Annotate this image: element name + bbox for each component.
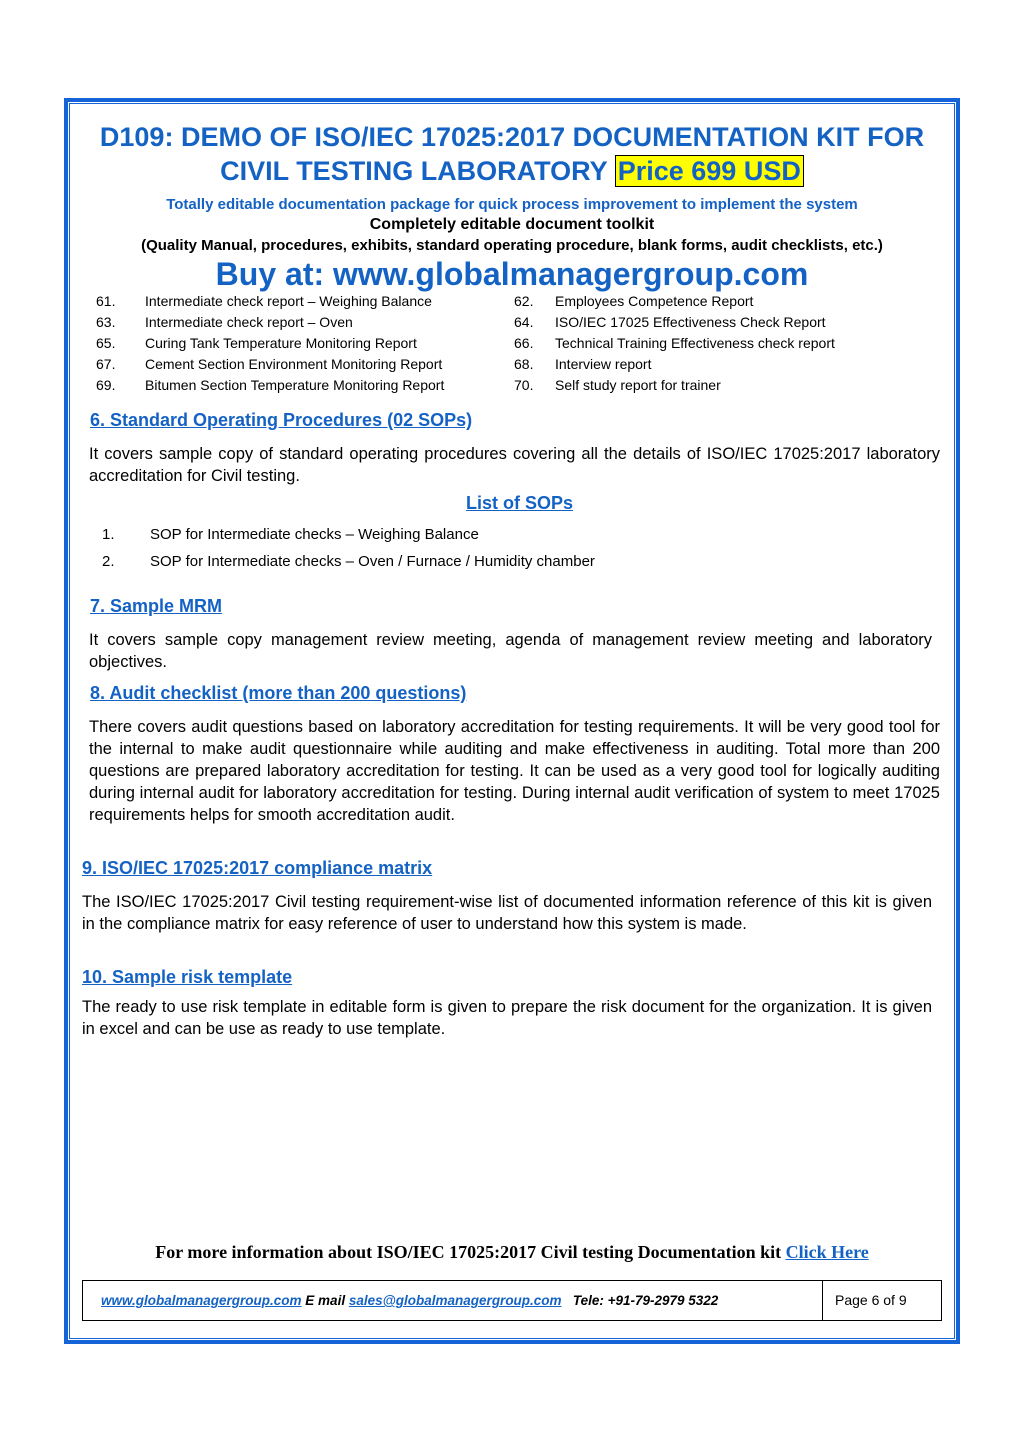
subtitle: Completely editable document toolkit	[369, 216, 655, 233]
list-item-text: Bitumen Section Temperature Monitoring Report	[145, 377, 445, 393]
list-item	[96, 314, 886, 335]
list-item	[96, 293, 886, 314]
price-badge: Price 699 USD	[615, 155, 804, 187]
kit-contents: (Quality Manual, procedures, exhibits, standard operating procedure, blank forms, audit checklists, etc.)	[141, 237, 883, 254]
footer-contact	[83, 1281, 823, 1320]
list-item-text: SOP for Intermediate checks – Weighing Balance	[150, 526, 479, 543]
buy-link[interactable]: Buy at: www.globalmanagergroup.com	[215, 256, 809, 292]
click-here-link[interactable]: Click Here	[785, 1242, 869, 1262]
document-title	[80, 120, 944, 188]
title-line-2	[80, 154, 944, 188]
title-line-2-text: CIVIL TESTING LABORATORY	[220, 156, 608, 186]
section-text-matrix: The ISO/IEC 17025:2017 Civil testing requirement-wise list of documented information reference of this kit is given in the compliance matrix for easy reference of user to understand how this system is made.	[82, 893, 932, 933]
list-of-sops-heading[interactable]: List of SOPs	[466, 493, 574, 513]
section-text-mrm: It covers sample copy management review meeting, agenda of management review meeting and laboratory objectives.	[89, 631, 932, 671]
section-heading-matrix[interactable]: 9. ISO/IEC 17025:2017 compliance matrix	[82, 858, 433, 878]
tagline: Totally editable documentation package for quick process improvement to implement the system	[166, 196, 858, 213]
list-item-text: Intermediate check report – Oven	[145, 314, 353, 330]
footer	[82, 1280, 942, 1321]
list-item-number: 62.	[514, 293, 534, 309]
section-text-audit: There covers audit questions based on laboratory accreditation for testing requirements. It will be very good tool for the internal to make audit questionnaire while auditing and make effectiveness in auditing. Total more than 200 questions are prepared laboratory accreditation for testing. It can be used as a very good tool for logically auditing during internal audit for laboratory accreditation for testing. During internal audit verification of system to meet 17025 requirements helps for smooth accreditation audit.	[89, 718, 940, 824]
section-heading-audit[interactable]: 8. Audit checklist (more than 200 questions)	[90, 683, 467, 703]
website-link[interactable]: www.globalmanagergroup.com	[101, 1293, 302, 1308]
list-item-text: Curing Tank Temperature Monitoring Report	[145, 335, 417, 351]
list-item-text: Intermediate check report – Weighing Balance	[145, 293, 432, 309]
email-label: E mail	[305, 1293, 346, 1308]
list-item-text: SOP for Intermediate checks – Oven / Furnace / Humidity chamber	[150, 553, 595, 570]
list-item-number: 65.	[96, 335, 116, 351]
page-number: Page 6 of 9	[835, 1292, 907, 1308]
list-item-number: 64.	[514, 314, 534, 330]
more-info-text: For more information about ISO/IEC 17025:2017 Civil testing Documentation kit	[155, 1242, 782, 1262]
list-item-text: Interview report	[555, 356, 652, 372]
section-heading-sops[interactable]: 6. Standard Operating Procedures (02 SOPs)	[90, 410, 473, 430]
section-text-sops: It covers sample copy of standard operating procedures covering all the details of ISO/IEC 17025:2017 laboratory accreditation for Civil testing.	[89, 445, 940, 485]
report-list	[96, 293, 886, 398]
list-item-text: Employees Competence Report	[555, 293, 754, 309]
list-item-number: 67.	[96, 356, 116, 372]
list-item-number: 69.	[96, 377, 116, 393]
list-item-number: 61.	[96, 293, 116, 309]
section-heading-risk[interactable]: 10. Sample risk template	[82, 967, 293, 987]
list-item-number: 66.	[514, 335, 534, 351]
list-item-text: Self study report for trainer	[555, 377, 721, 393]
list-item	[96, 377, 886, 398]
list-item	[96, 335, 886, 356]
phone-number: Tele: +91-79-2979 5322	[572, 1293, 719, 1308]
list-item-text: Technical Training Effectiveness check report	[555, 335, 835, 351]
list-item-text: Cement Section Environment Monitoring Report	[145, 356, 443, 372]
list-item-number: 68.	[514, 356, 534, 372]
list-item	[96, 356, 886, 377]
list-item-text: ISO/IEC 17025 Effectiveness Check Report	[555, 314, 826, 330]
email-link[interactable]: sales@globalmanagergroup.com	[348, 1293, 562, 1308]
list-item-number: 63.	[96, 314, 116, 330]
list-item-number: 2.	[102, 553, 115, 570]
title-line-1: D109: DEMO OF ISO/IEC 17025:2017 DOCUMENTATION KIT FOR	[99, 122, 925, 152]
more-info-line	[80, 1242, 944, 1263]
section-text-risk: The ready to use risk template in editable form is given to prepare the risk document for the organization. It is given in excel and can be use as ready to use template.	[82, 998, 932, 1038]
list-item-number: 1.	[102, 526, 115, 543]
list-item-number: 70.	[514, 377, 534, 393]
section-heading-mrm[interactable]: 7. Sample MRM	[90, 596, 223, 616]
